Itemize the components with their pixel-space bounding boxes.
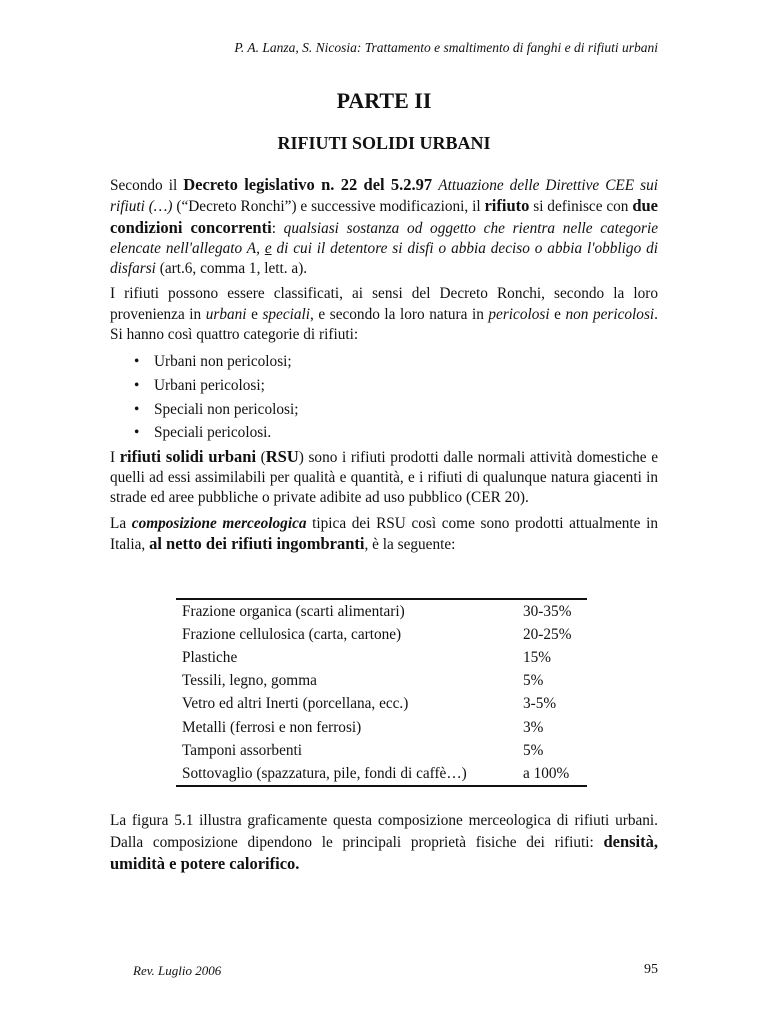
fraction-cell: Vetro ed altri Inerti (porcellana, ecc.) (182, 695, 409, 713)
table-row (176, 715, 587, 738)
decree-title: Attuazione delle Direttive CEE sui rifiuti (…) (110, 177, 658, 216)
list-item: • Speciali pericolosi. (134, 421, 658, 445)
definition-underlined-e: e (264, 239, 272, 257)
value-cell: 15% (523, 649, 552, 667)
list-item: • Speciali non pericolosi; (134, 398, 658, 422)
value-cell: 5% (523, 672, 544, 690)
fraction-cell: Metalli (ferrosi e non ferrosi) (182, 718, 362, 736)
bullet: • (134, 353, 140, 371)
list-item: • Urbani pericolosi; (134, 374, 658, 398)
fraction-cell: Tamponi assorbenti (182, 741, 303, 759)
fraction-cell: Sottovaglio (spazzatura, pile, fondi di caffè…) (176, 762, 521, 786)
table-row (176, 646, 587, 669)
bullet: • (134, 424, 140, 442)
term-properties: densità, umidità e potere calorifico. (110, 832, 658, 873)
value-cell: 20-25% (523, 626, 572, 644)
paragraph-classification: I rifiuti possono essere classificati, ai sensi del Decreto Ronchi, secondo la loro provenienza in urbani e speciali, e secondo la loro natura in pericolosi e non pericolosi. Si hanno così quattro categorie di rifiuti: (110, 285, 658, 344)
table-row (176, 692, 587, 715)
fraction-cell: Plastiche (182, 649, 238, 667)
fraction-cell: Tessili, legno, gomma (182, 672, 317, 690)
table-row (176, 669, 587, 692)
paragraph-definition: Secondo il Decreto legislativo n. 22 del 5.2.97 Attuazione delle Direttive CEE sui rifiuti (…) (“Decreto Ronchi”) e successive modificazioni, il rifiuto si definisce con due condizioni concorrenti: qualsiasi sostanza od oggetto che rientra nelle categorie elencate nell'allegato A, e di cui il detentore si disfi o abbia deciso o abbia l'obbligo di disfarsi (art.6, comma 1, lett. a). (110, 175, 658, 278)
list-item: • Urbani non pericolosi; (134, 350, 658, 374)
definition-quote: qualsiasi sostanza od oggetto che rientra nelle categorie elencate nell'allegato A, (110, 219, 658, 257)
table-row (176, 623, 587, 646)
term-ingombranti: al netto dei rifiuti ingombranti (149, 533, 365, 553)
page-number: 95 (644, 962, 658, 977)
value-cell: a 100% (521, 762, 587, 786)
acronym-rsu: RSU (265, 446, 299, 466)
bullet: • (134, 376, 140, 394)
table-row (176, 739, 587, 762)
value-cell: 3% (523, 718, 544, 736)
term-rifiuto: rifiuto (484, 196, 530, 216)
paragraph-rsu-definition: I rifiuti solidi urbani (RSU) sono i rifiuti prodotti dalle normali attività domestiche e quelli ad essi assimilabili per qualità e quantità, e i rifiuti di qualunque natura giacenti in strade ed aree pubbliche o private adibite ad uso pubblico (CER 20). (110, 446, 658, 507)
running-header: P. A. Lanza, S. Nicosia: Trattamento e smaltimento di fanghi e di rifiuti urbani (234, 40, 658, 55)
paragraph-figure-reference: La figura 5.1 illustra graficamente questa composizione merceologica di rifiuti urbani. Dalla composizione dipendono le principali proprietà fisiche dei rifiuti: densità, umidità e potere calorifico. (110, 812, 658, 873)
composition-table-wrapper (176, 598, 587, 787)
definition-quote-end: di cui il detentore si disfi o abbia deciso o abbia l'obbligo di disfarsi (110, 239, 658, 278)
term-due-condizioni: due condizioni concorrenti (110, 196, 658, 237)
fraction-cell: Frazione organica (scarti alimentari) (176, 599, 521, 623)
table-row (176, 762, 587, 786)
section-title: RIFIUTI SOLIDI URBANI (277, 133, 491, 153)
term-composizione: composizione merceologica (131, 514, 307, 532)
value-cell: 5% (523, 741, 544, 759)
value-cell: 30-35% (521, 599, 587, 623)
part-title: PARTE II (336, 88, 432, 113)
footer-revision: Rev. Luglio 2006 (133, 963, 222, 978)
composition-table (176, 598, 587, 787)
paragraph-composition: La composizione merceologica tipica dei RSU così come sono prodotti attualmente in Italia, al netto dei rifiuti ingombranti, è la seguente: (110, 514, 658, 553)
fraction-cell: Frazione cellulosica (carta, cartone) (182, 626, 402, 644)
categories-list (110, 350, 658, 444)
term-rsu: rifiuti solidi urbani (119, 446, 257, 466)
value-cell: 3-5% (523, 695, 557, 713)
body-text (110, 175, 658, 560)
table-row (176, 599, 587, 623)
decree-reference: Decreto legislativo n. 22 del 5.2.97 (183, 175, 433, 194)
bullet: • (134, 400, 140, 418)
